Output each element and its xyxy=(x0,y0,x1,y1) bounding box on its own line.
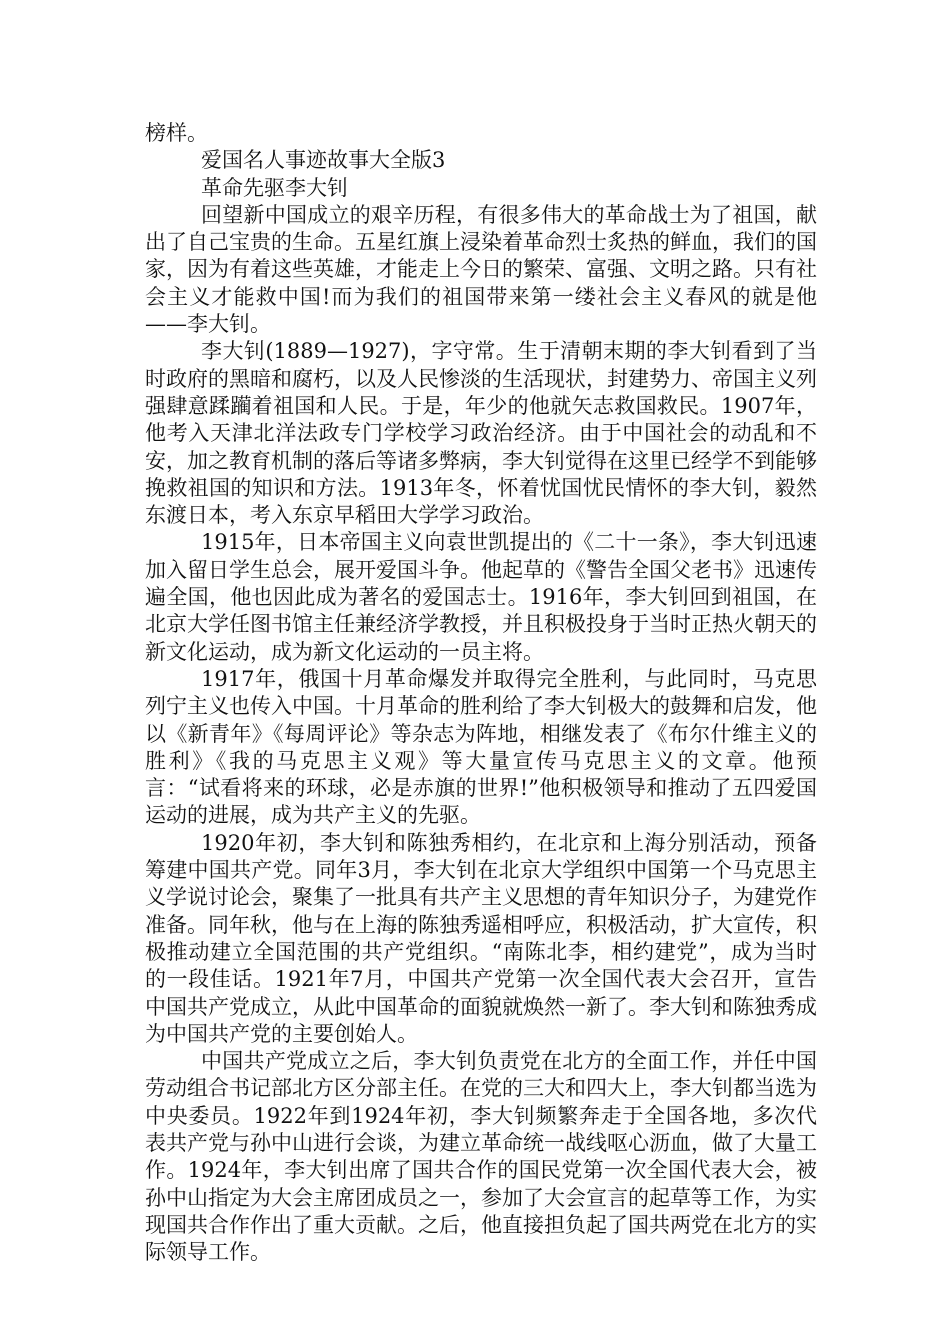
document-body xyxy=(145,120,817,1266)
paragraph-early-life: 李大钊(1889—1927)，字守常。生于清朝末期的李大钊看到了当时政府的黑暗和腐朽，以及人民惨淡的生活现状，封建势力、帝国主义列强肆意蹂躏着祖国和人民。于是，年少的他就矢志救国救民。1907年，他考入天津北洋法政专门学校学习政治经济。由于中国社会的动乱和不安，加之教育机制的落后等诸多弊病，李大钊觉得在这里已经学不到能够挽救祖国的知识和方法。1913年冬，怀着忧国忧民情怀的李大钊，毅然东渡日本，考入东京早稻田大学学习政治。 xyxy=(145,339,817,528)
article-heading: 爱国名人事迹故事大全版3 xyxy=(201,148,446,173)
paragraph-1920: 1920年初，李大钊和陈独秀相约，在北京和上海分别活动，预备筹建中国共产党。同年3月，李大钊在北京大学组织中国第一个马克思主义学说讨论会，聚集了一批具有共产主义思想的青年知识分子，为建党作准备。同年秋，他与在上海的陈独秀遥相呼应，积极活动，扩大宣传，积极推动建立全国范围的共产党组织。“南陈北李，相约建党”，成为当时的一段佳话。1921年7月，中国共产党第一次全国代表大会召开，宣告中国共产党成立，从此中国革命的面貌就焕然一新了。李大钊和陈独秀成为中国共产党的主要创始人。 xyxy=(145,830,817,1046)
paragraph-party-work: 中国共产党成立之后，李大钊负责党在北方的全面工作，并任中国劳动组合书记部北方区分部主任。在党的三大和四大上，李大钊都当选为中央委员。1922年到1924年初，李大钊频繁奔走于全国各地，多次代表共产党与孙中山进行会谈，为建立革命统一战线呕心沥血，做了大量工作。1924年，李大钊出席了国共合作的国民党第一次全国代表大会，被孙中山指定为大会主席团成员之一，参加了大会宣言的起草等工作，为实现国共合作作出了重大贡献。之后，他直接担负起了国共两党在北方的实际领导工作。 xyxy=(145,1049,817,1265)
paragraph-intro: 回望新中国成立的艰辛历程，有很多伟大的革命战士为了祖国，献出了自己宝贵的生命。五星红旗上浸染着革命烈士炙热的鲜血，我们的国家，因为有着这些英雄，才能走上今日的繁荣、富强、文明之路。只有社会主义才能救中国!而为我们的祖国带来第一缕社会主义春风的就是他——李大钊。 xyxy=(145,202,817,337)
article-subheading: 革命先驱李大钊 xyxy=(201,175,348,200)
paragraph-1917: 1917年，俄国十月革命爆发并取得完全胜利，与此同时，马克思列宁主义也传入中国。十月革命的胜利给了李大钊极大的鼓舞和启发，他以《新青年》《每周评论》等杂志为阵地，相继发表了《布尔什维主义的胜利》《我的马克思主义观》等大量宣传马克思主义的文章。他预言：“试看将来的环球，必是赤旗的世界!”他积极领导和推动了五四爱国运动的进展，成为共产主义的先驱。 xyxy=(145,666,817,828)
paragraph-1915: 1915年，日本帝国主义向袁世凯提出的《二十一条》，李大钊迅速加入留日学生总会，展开爱国斗争。他起草的《警告全国父老书》迅速传遍全国，他也因此成为著名的爱国志士。1916年，李大钊回到祖国，在北京大学任图书馆主任兼经济学教授，并且积极投身于当时正热火朝天的新文化运动，成为新文化运动的一员主将。 xyxy=(145,530,817,664)
continuation-text: 榜样。 xyxy=(145,121,208,145)
